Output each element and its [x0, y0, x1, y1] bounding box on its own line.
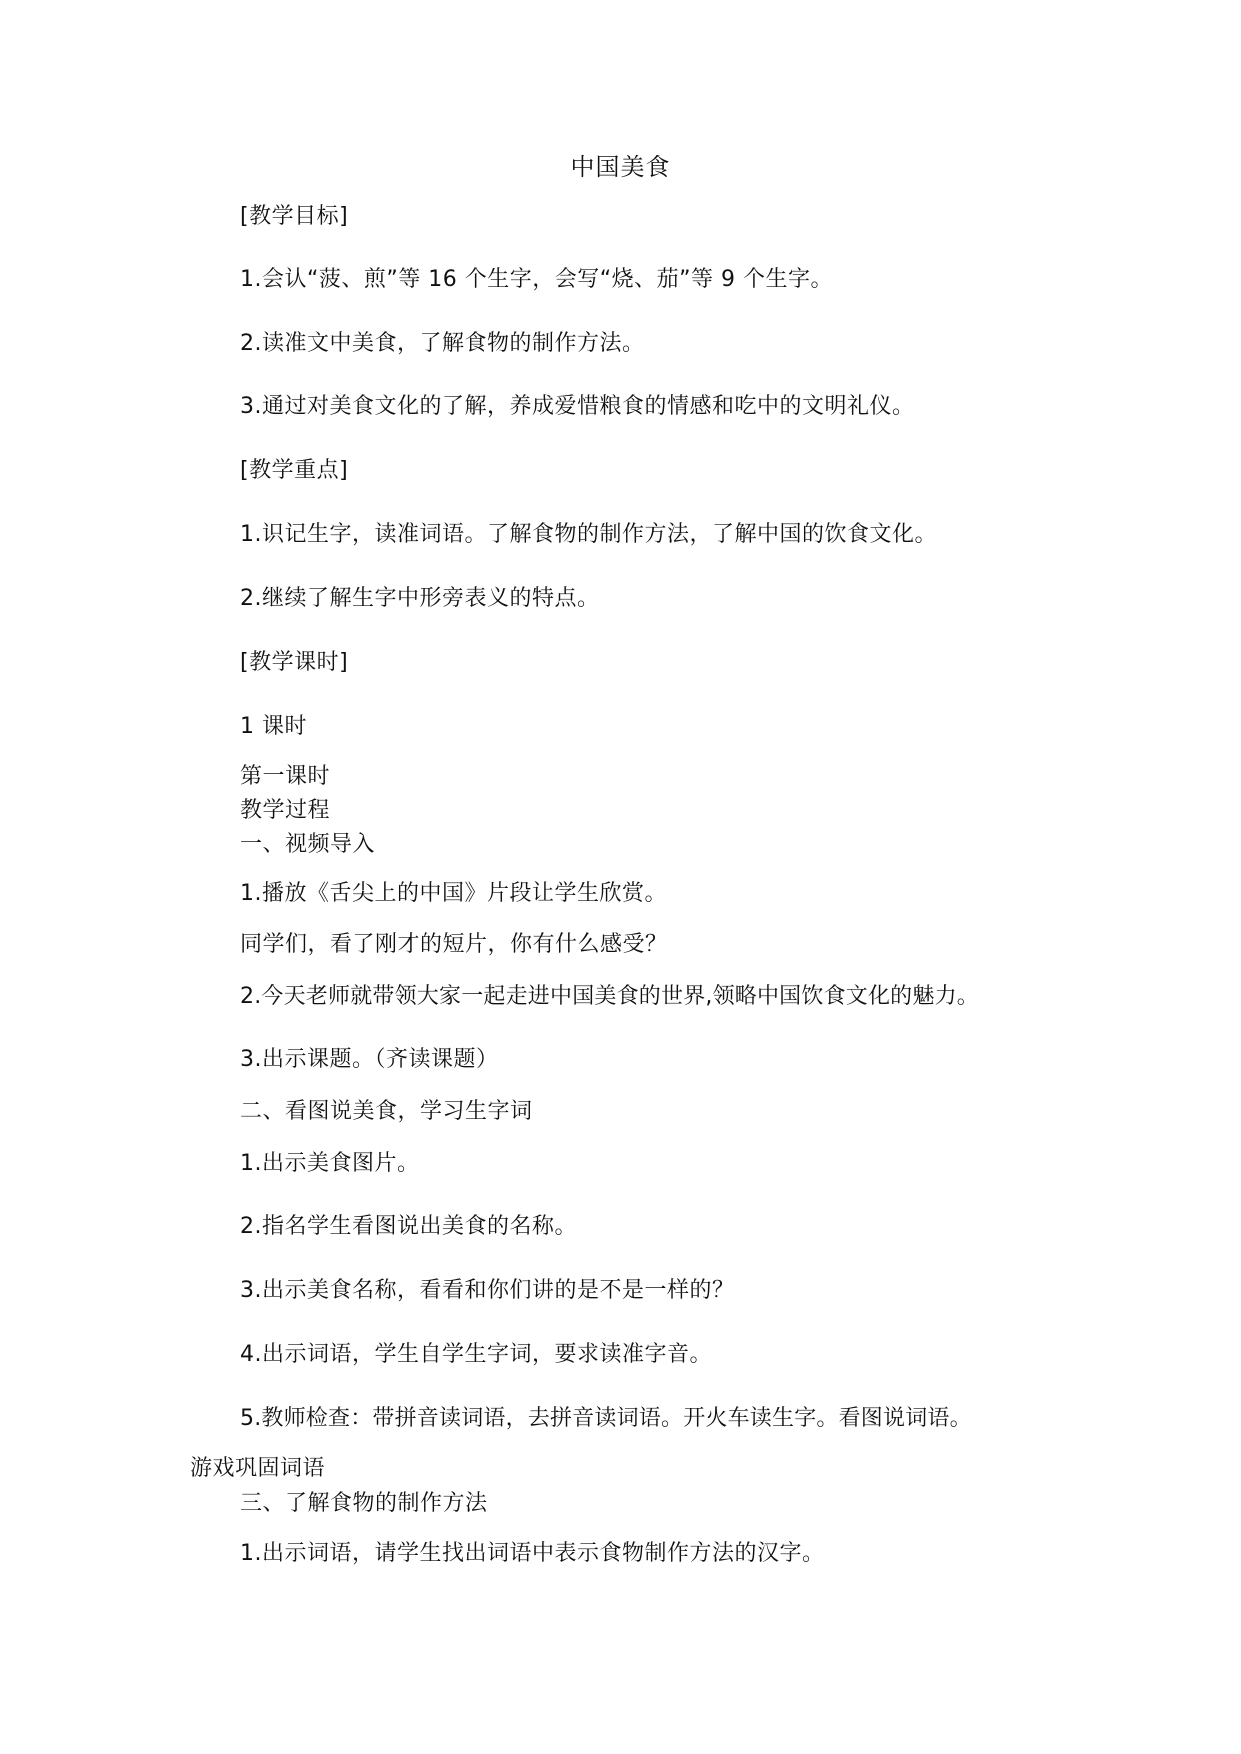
- paragraph-line: 1 课时: [240, 714, 307, 739]
- paragraph-line: 2.今天老师就带领大家一起走进中国美食的世界,领略中国饮食文化的魅力。: [240, 984, 979, 1009]
- paragraph-line: 1.出示词语，请学生找出词语中表示食物制作方法的汉字。: [240, 1541, 825, 1566]
- paragraph-line: 二、看图说美食，学习生字词: [240, 1099, 533, 1124]
- paragraph-line: 1.会认“菠、煎”等 16 个生字，会写“烧、茄”等 9 个生字。: [240, 267, 834, 292]
- paragraph-line: 3.通过对美食文化的了解，养成爱惜粮食的情感和吃中的文明礼仪。: [240, 394, 915, 419]
- section-heading-objectives: [教学目标]: [240, 204, 349, 229]
- paragraph-line: 游戏巩固词语: [190, 1456, 326, 1481]
- paragraph-line: 1.识记生字，读准词语。了解食物的制作方法，了解中国的饮食文化。: [240, 522, 937, 547]
- section-heading-key-points: [教学重点]: [240, 458, 349, 483]
- paragraph-line: 3.出示课题。（齐读课题）: [240, 1047, 499, 1072]
- paragraph-line: 5.教师检查：带拼音读词语，去拼音读词语。开火车读生字。看图说词语。: [240, 1406, 972, 1431]
- paragraph-line: 1.出示美食图片。: [240, 1151, 420, 1176]
- section-heading-class-hours: [教学课时]: [240, 650, 349, 675]
- paragraph-line: 1.播放《舌尖上的中国》片段让学生欣赏。: [240, 881, 667, 906]
- paragraph-line: 同学们，看了刚才的短片，你有什么感受？: [240, 932, 668, 957]
- paragraph-line: 教学过程: [240, 798, 331, 823]
- paragraph-line: 2.继续了解生字中形旁表义的特点。: [240, 586, 600, 611]
- paragraph-line: 一、视频导入: [240, 832, 376, 857]
- paragraph-line: 3.出示美食名称，看看和你们讲的是不是一样的？: [240, 1278, 735, 1303]
- document-title: 中国美食: [570, 153, 671, 181]
- paragraph-line: 2.指名学生看图说出美食的名称。: [240, 1214, 577, 1239]
- paragraph-line: 三、了解食物的制作方法: [240, 1491, 488, 1516]
- paragraph-line: 4.出示词语，学生自学生字词，要求读准字音。: [240, 1342, 712, 1367]
- paragraph-line: 2.读准文中美食，了解食物的制作方法。: [240, 331, 645, 356]
- paragraph-line: 第一课时: [240, 764, 331, 789]
